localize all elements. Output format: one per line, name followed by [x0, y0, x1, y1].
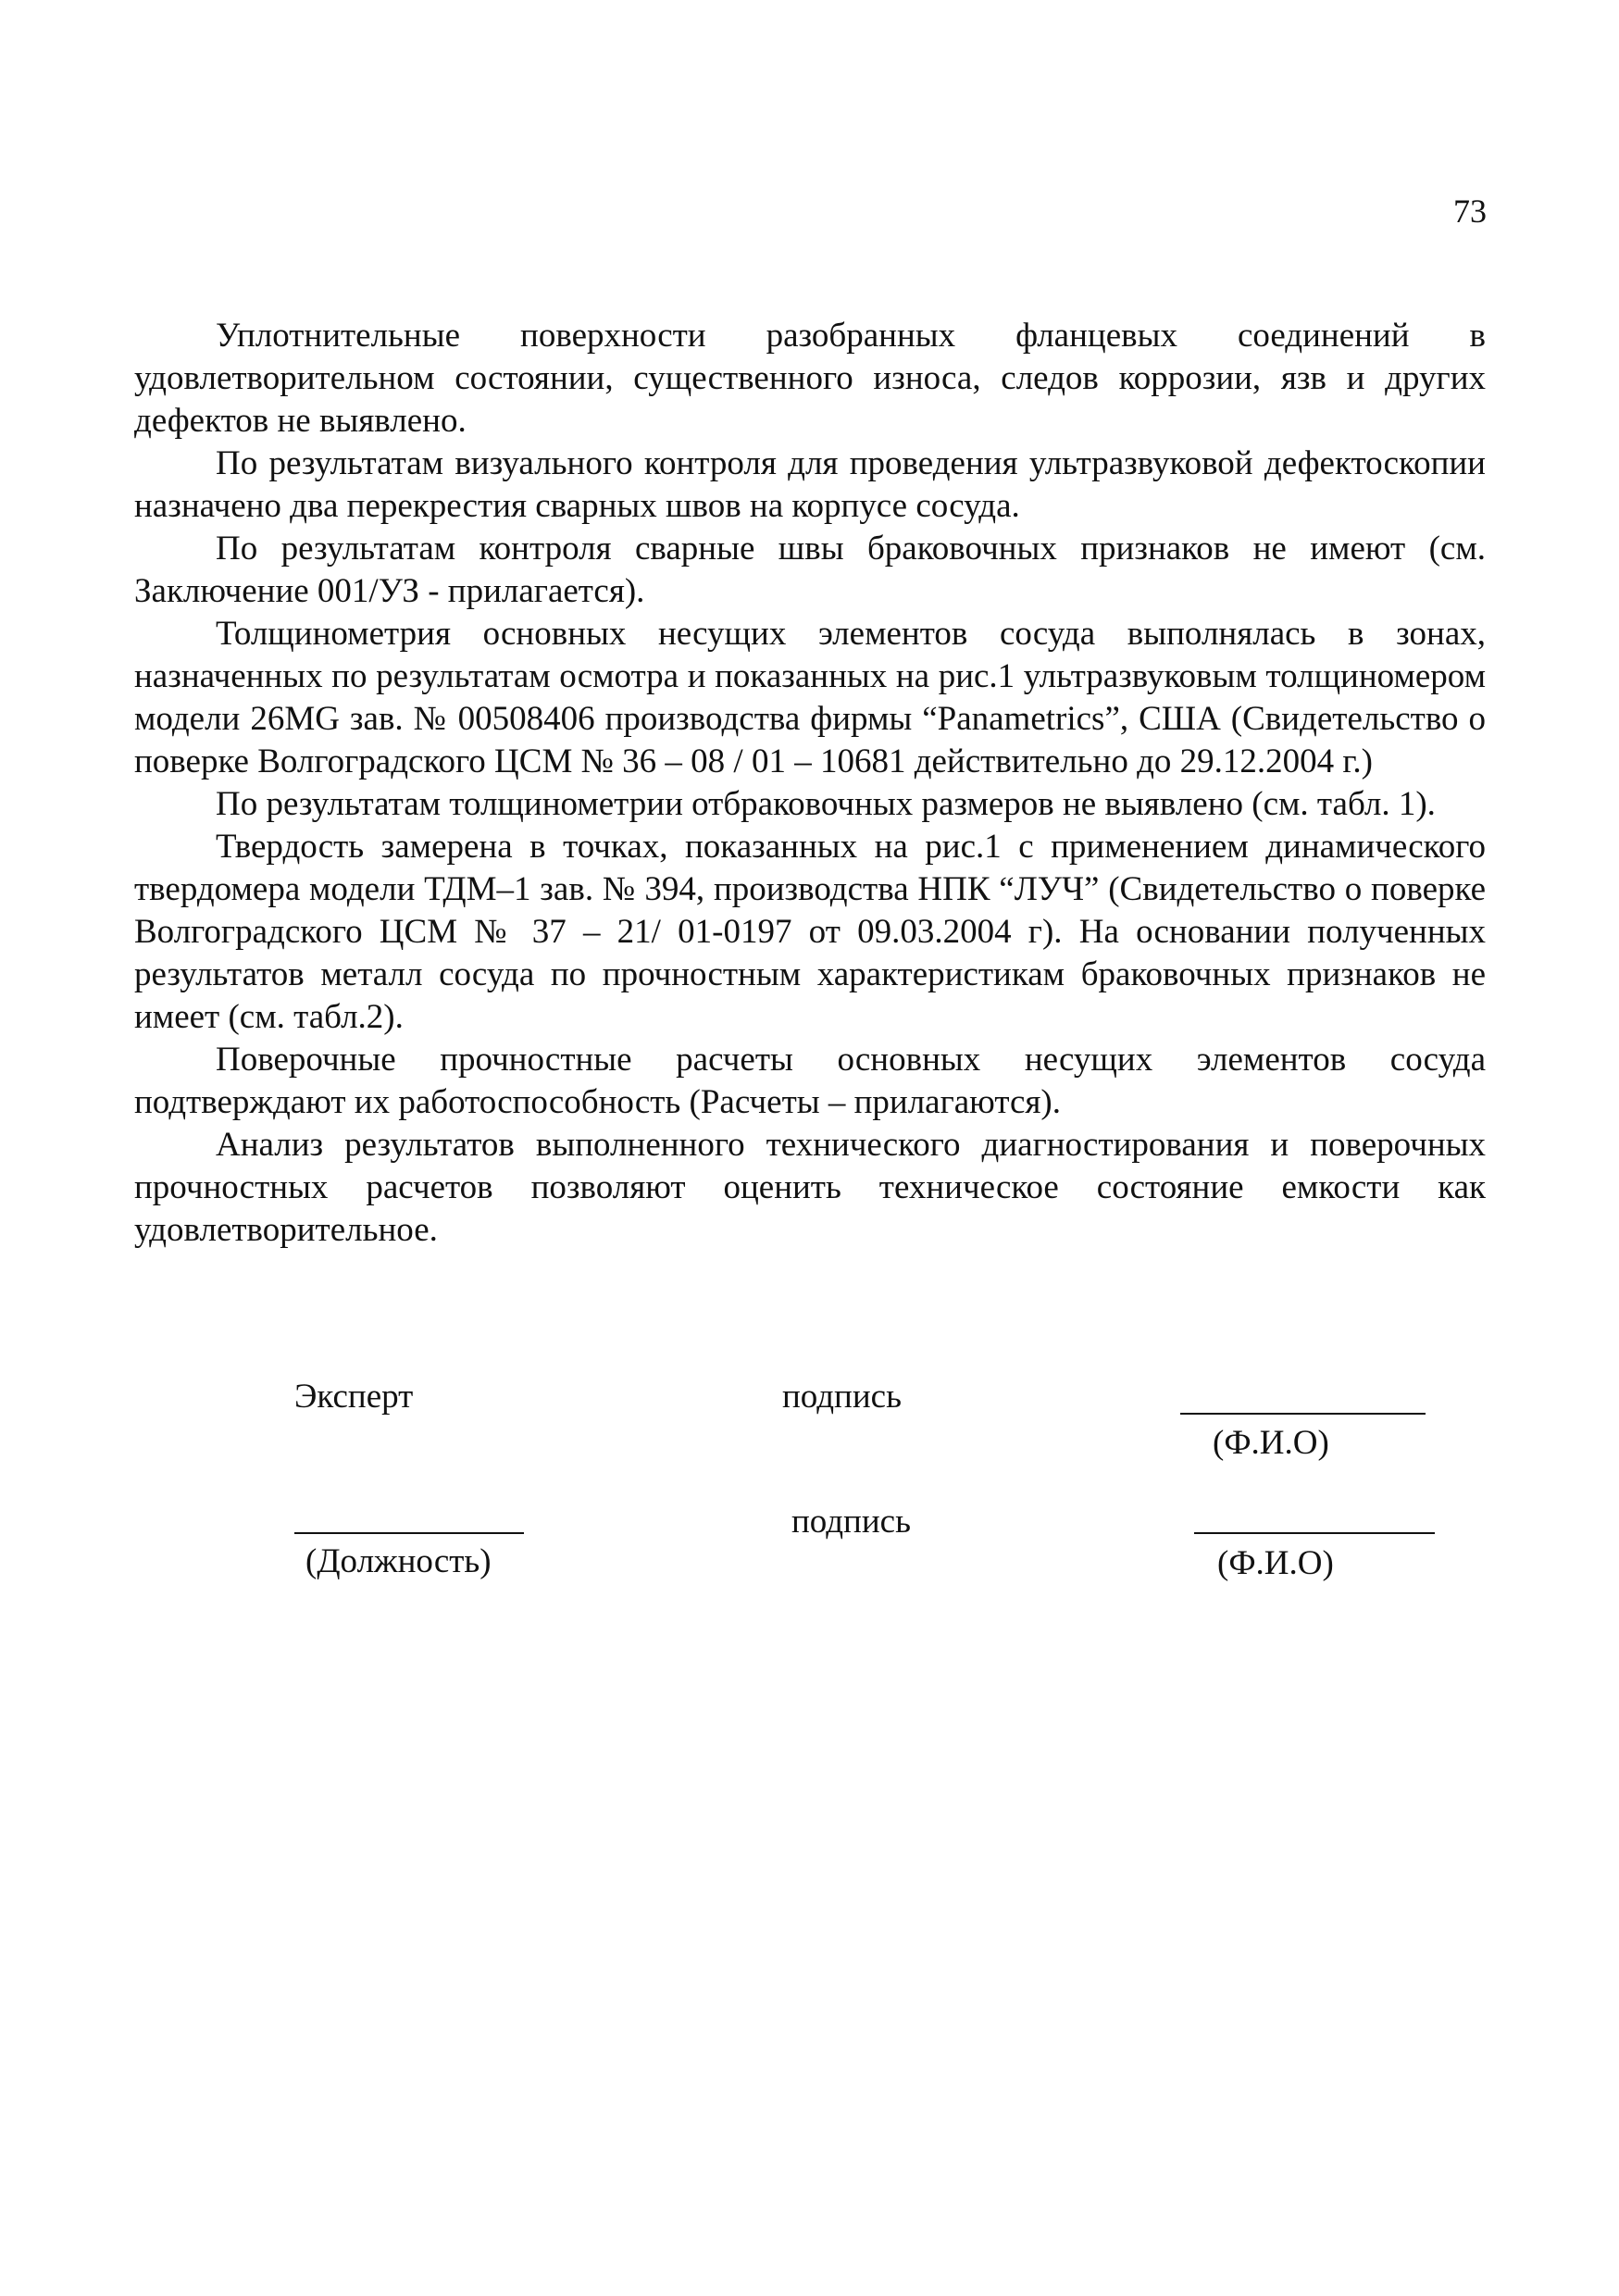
fio-label-1: (Ф.И.О): [1213, 1424, 1329, 1462]
paragraph-visual-control: По результатам визуального контроля для проведения ультразвуковой дефектоскопии назначено два перекрестия сварных швов на корпусе сосуда.: [134, 444, 1486, 525]
paragraph-weld-control: По результатам контроля сварные швы браковочных признаков не имеют (см. Заключение 001/УЗ - прилагается).: [134, 530, 1486, 610]
body-text: [134, 315, 1486, 1252]
paragraph-conclusion: Анализ результатов выполненного технического диагностирования и поверочных прочностных расчетов позволяют оценить техническое состояние емкости как удовлетворительное.: [134, 1126, 1486, 1249]
page-number: 73: [1453, 193, 1487, 230]
paragraph-thickness-results: По результатам толщинометрии отбраковочных размеров не выявлено (см. табл. 1).: [216, 785, 1436, 823]
position-line: [294, 1532, 524, 1534]
expert-label: Эксперт: [294, 1378, 414, 1416]
fio-line-1: [1180, 1413, 1426, 1415]
signature-label-2: подпись: [791, 1503, 911, 1541]
paragraph-flange-inspection: Уплотнительные поверхности разобранных фланцевых соединений в удовлетворительном состоянии, существенного износа, следов коррозии, язв и других дефектов не выявлено.: [134, 317, 1486, 440]
signature-label-1: подпись: [782, 1378, 902, 1416]
position-label: (Должность): [305, 1542, 492, 1580]
paragraph-hardness: Твердость замерена в точках, показанных на рис.1 с применением динамического твердомера модели ТДМ–1 зав. № 394, производства НПК “ЛУЧ” (Свидетельство о поверке Волгоградского ЦСМ № 37 – 21/ 01-0197 от 09.03.2004 г). На основании полученных результатов металл сосуда по прочностным характеристикам браковочных признаков не имеет (см. табл.2).: [134, 828, 1486, 1036]
paragraph-thickness-measurement: Толщинометрия основных несущих элементов сосуда выполнялась в зонах, назначенных по результатам осмотра и показанных на рис.1 ультразвуковым толщиномером модели 26MG зав. № 00508406 производства фирмы “Panametrics”, США (Свидетельство о поверке Волгоградского ЦСМ № 36 – 08 / 01 – 10681 действительно до 29.12.2004 г.): [134, 615, 1486, 780]
fio-line-2: [1194, 1532, 1435, 1534]
fio-label-2: (Ф.И.О): [1217, 1544, 1334, 1582]
paragraph-strength-calculations: Поверочные прочностные расчеты основных несущих элементов сосуда подтверждают их работоспособность (Расчеты – прилагаются).: [134, 1041, 1486, 1121]
